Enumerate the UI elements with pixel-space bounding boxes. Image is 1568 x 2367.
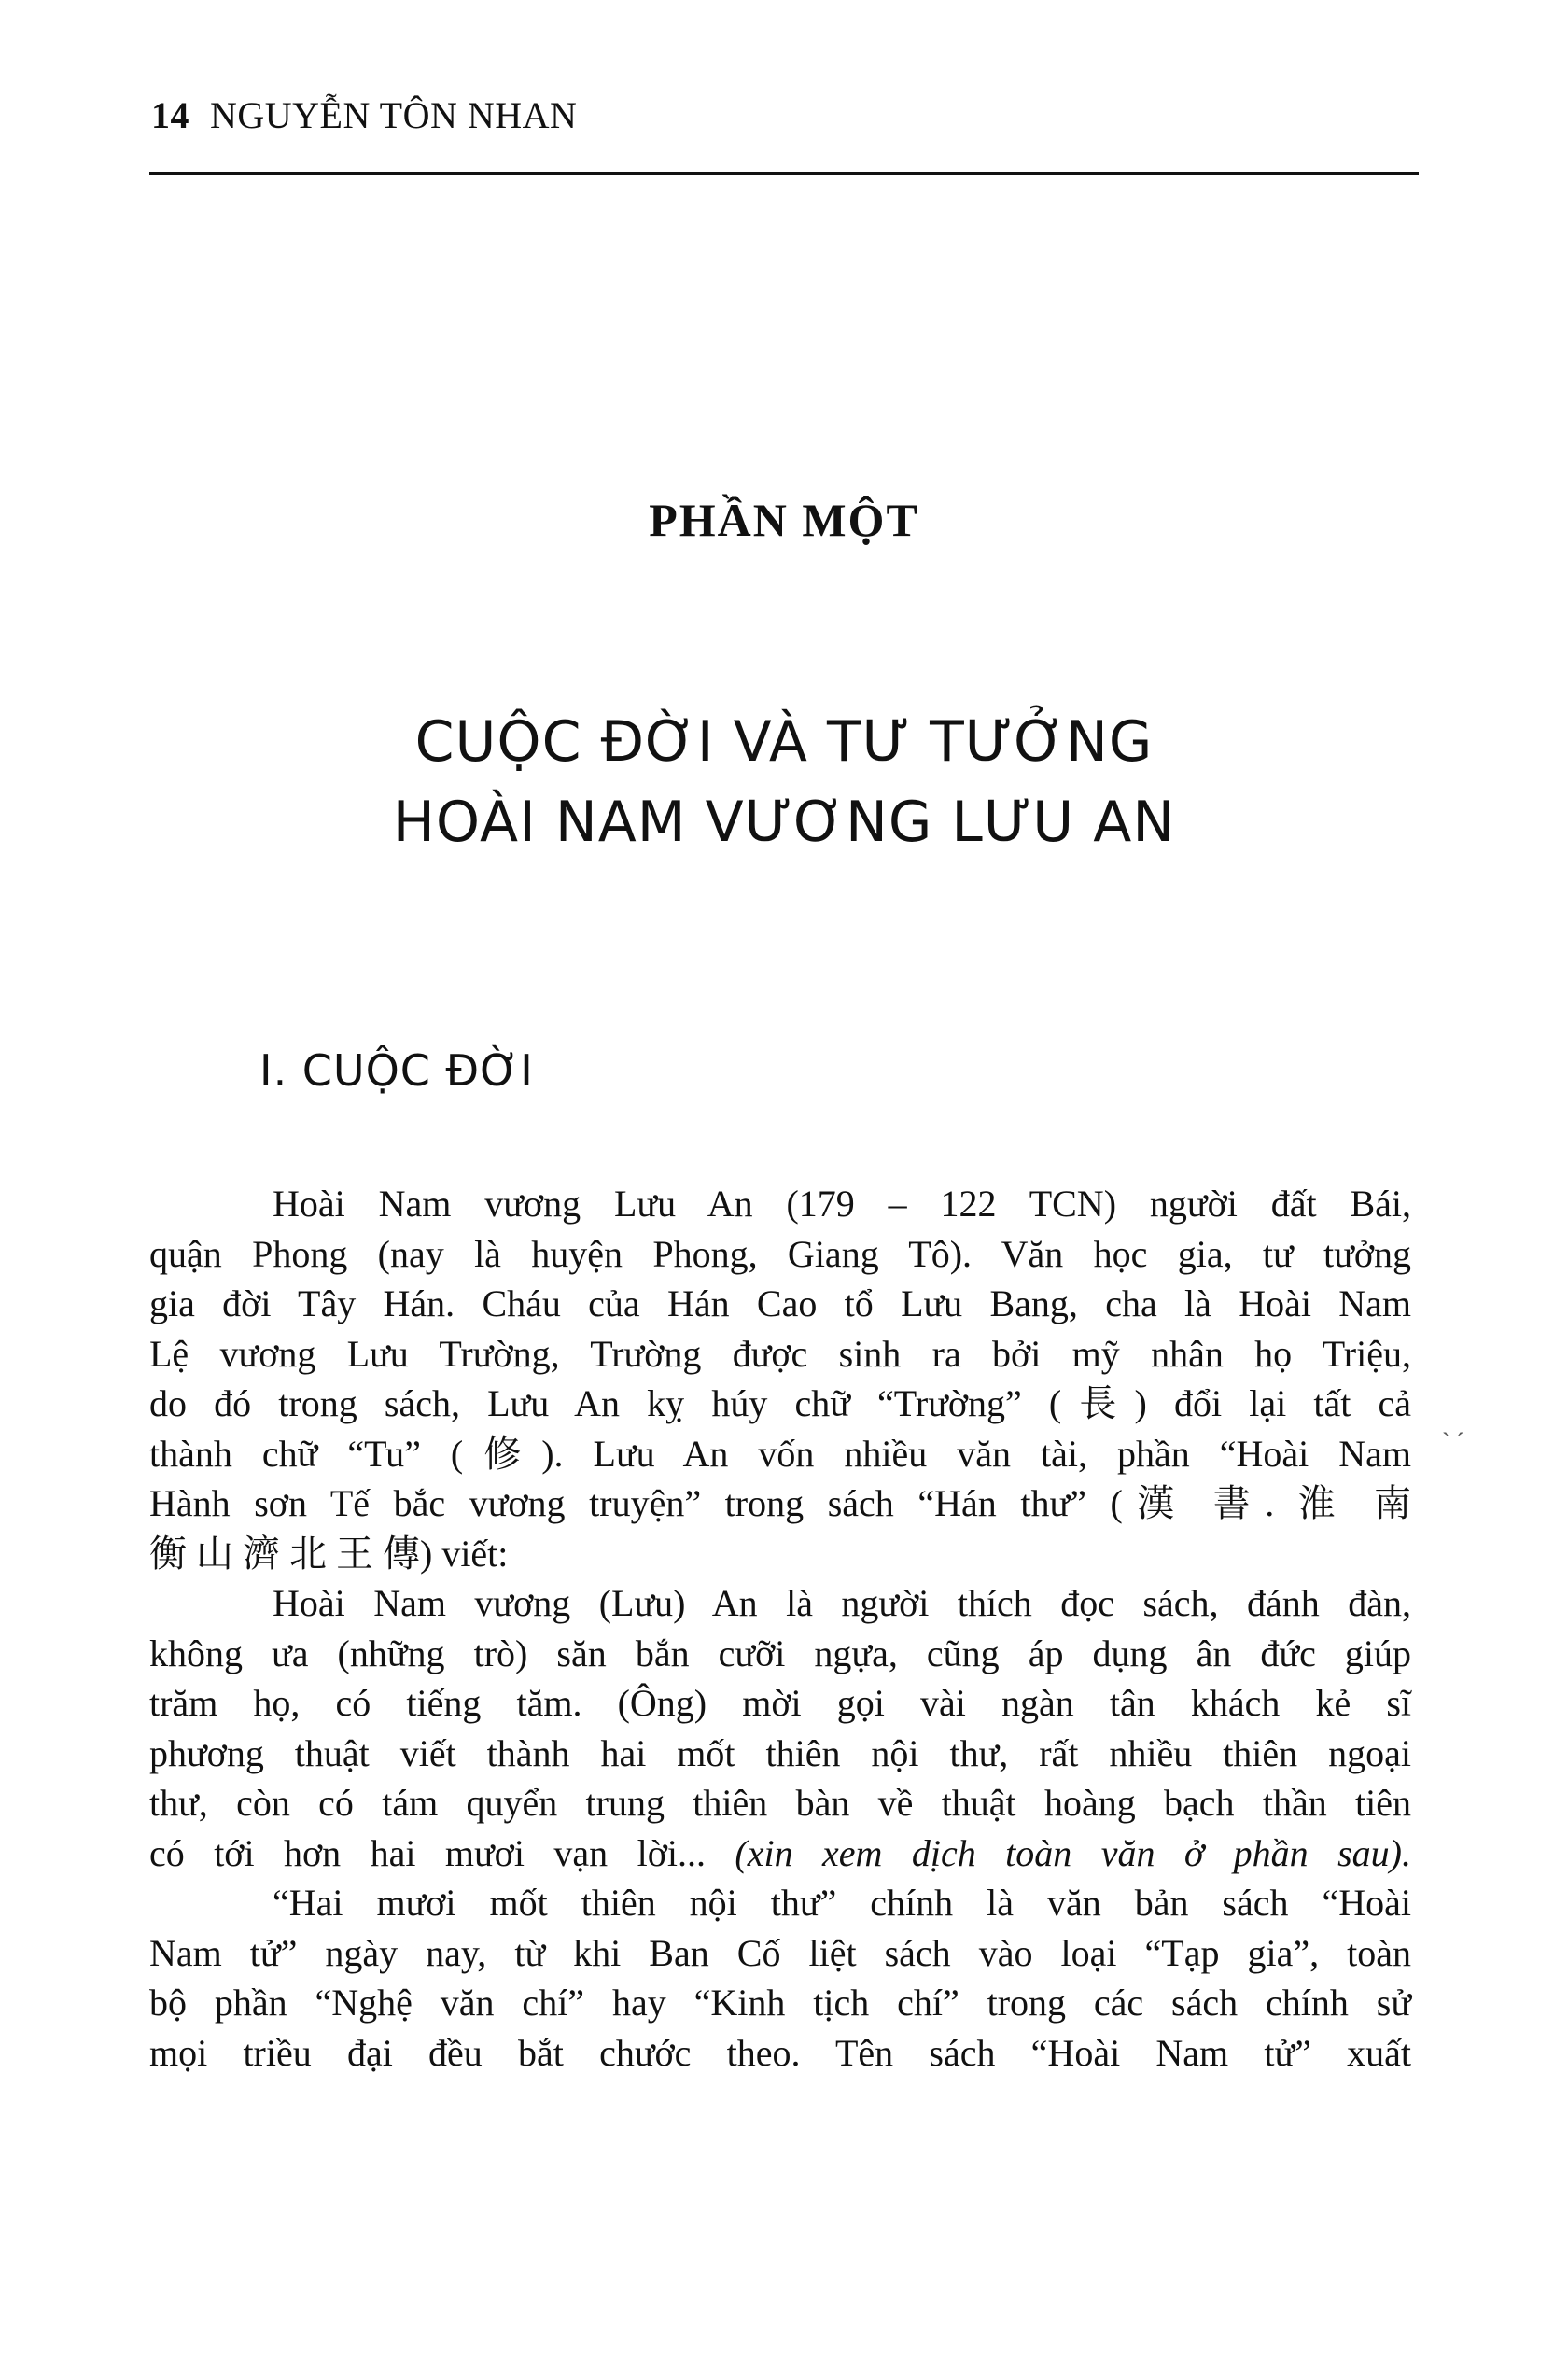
text-line: gia đời Tây Hán. Cháu của Hán Cao tổ Lưu Bang, cha là Hoài Nam bbox=[149, 1282, 1411, 1324]
text-line: Nam tử” ngày nay, từ khi Ban Cố liệt sách vào loại “Tạp gia”, toàn bbox=[149, 1931, 1411, 1974]
text-line: không ưa (những trò) săn bắn cưỡi ngựa, cũng áp dụng ân đức giúp bbox=[149, 1632, 1411, 1674]
body-text bbox=[149, 1179, 1411, 2078]
text-line: mọi triều đại đều bắt chước theo. Tên sách “Hoài Nam tử” xuất bbox=[149, 2031, 1411, 2074]
italic-note: (xin xem dịch toàn văn ở phần sau). bbox=[735, 1831, 1412, 1874]
text-line: phương thuật viết thành hai mốt thiên nội thư, rất nhiều thiên ngoại bbox=[149, 1731, 1411, 1774]
part-title-line-1: CUỘC ĐỜI VÀ TƯ TƯỞNG bbox=[414, 709, 1154, 775]
text-line: Lệ vương Lưu Trường, Trường được sinh ra bởi mỹ nhân họ Triệu, bbox=[149, 1332, 1411, 1375]
margin-mark: ` ´ bbox=[1442, 1428, 1464, 1455]
part-title-line-2: HOÀI NAM VƯƠNG LƯU AN bbox=[392, 790, 1176, 855]
text-line: thành chữ “Tu” (修). Lưu An vốn nhiều văn tài, phần “Hoài Nam bbox=[149, 1432, 1411, 1475]
part-label: PHẦN MỘT bbox=[649, 494, 919, 546]
text-line: trăm họ, có tiếng tăm. (Ông) mời gọi vài ngàn tân khách kẻ sĩ bbox=[149, 1682, 1411, 1724]
text-segment: có tới hơn hai mươi vạn lời... bbox=[149, 1831, 706, 1874]
text-line: 衡 山 濟 北 王 傳) viết: bbox=[149, 1532, 509, 1575]
text-line: Hoài Nam vương (Lưu) An là người thích đọc sách, đánh đàn, bbox=[273, 1582, 1411, 1624]
running-head-author: NGUYỄN TÔN NHAN bbox=[210, 94, 578, 136]
text-line: quận Phong (nay là huyện Phong, Giang Tô). Văn học gia, tư tưởng bbox=[149, 1232, 1411, 1275]
section-heading: I. CUỘC ĐỜI bbox=[259, 1045, 534, 1096]
header-rule bbox=[149, 172, 1419, 175]
text-line: Hành sơn Tế bắc vương truyện” trong sách “Hán thư” (漢 書. 淮 南 bbox=[149, 1482, 1411, 1524]
page-number: 14 bbox=[151, 94, 189, 136]
text-line bbox=[149, 1828, 1411, 1879]
text-line: bộ phần “Nghệ văn chí” hay “Kinh tịch chí” trong các sách chính sử bbox=[149, 1982, 1411, 2024]
text-line: Hoài Nam vương Lưu An (179 – 122 TCN) người đất Bái, bbox=[273, 1183, 1411, 1225]
running-head bbox=[151, 93, 577, 137]
text-line: do đó trong sách, Lưu An kỵ húy chữ “Trường” (長) đổi lại tất cả bbox=[149, 1382, 1411, 1424]
text-line: “Hai mươi mốt thiên nội thư” chính là văn bản sách “Hoài bbox=[273, 1882, 1411, 1924]
text-line: thư, còn có tám quyển trung thiên bàn về thuật hoàng bạch thần tiên bbox=[149, 1782, 1411, 1824]
part-title bbox=[0, 702, 1568, 862]
